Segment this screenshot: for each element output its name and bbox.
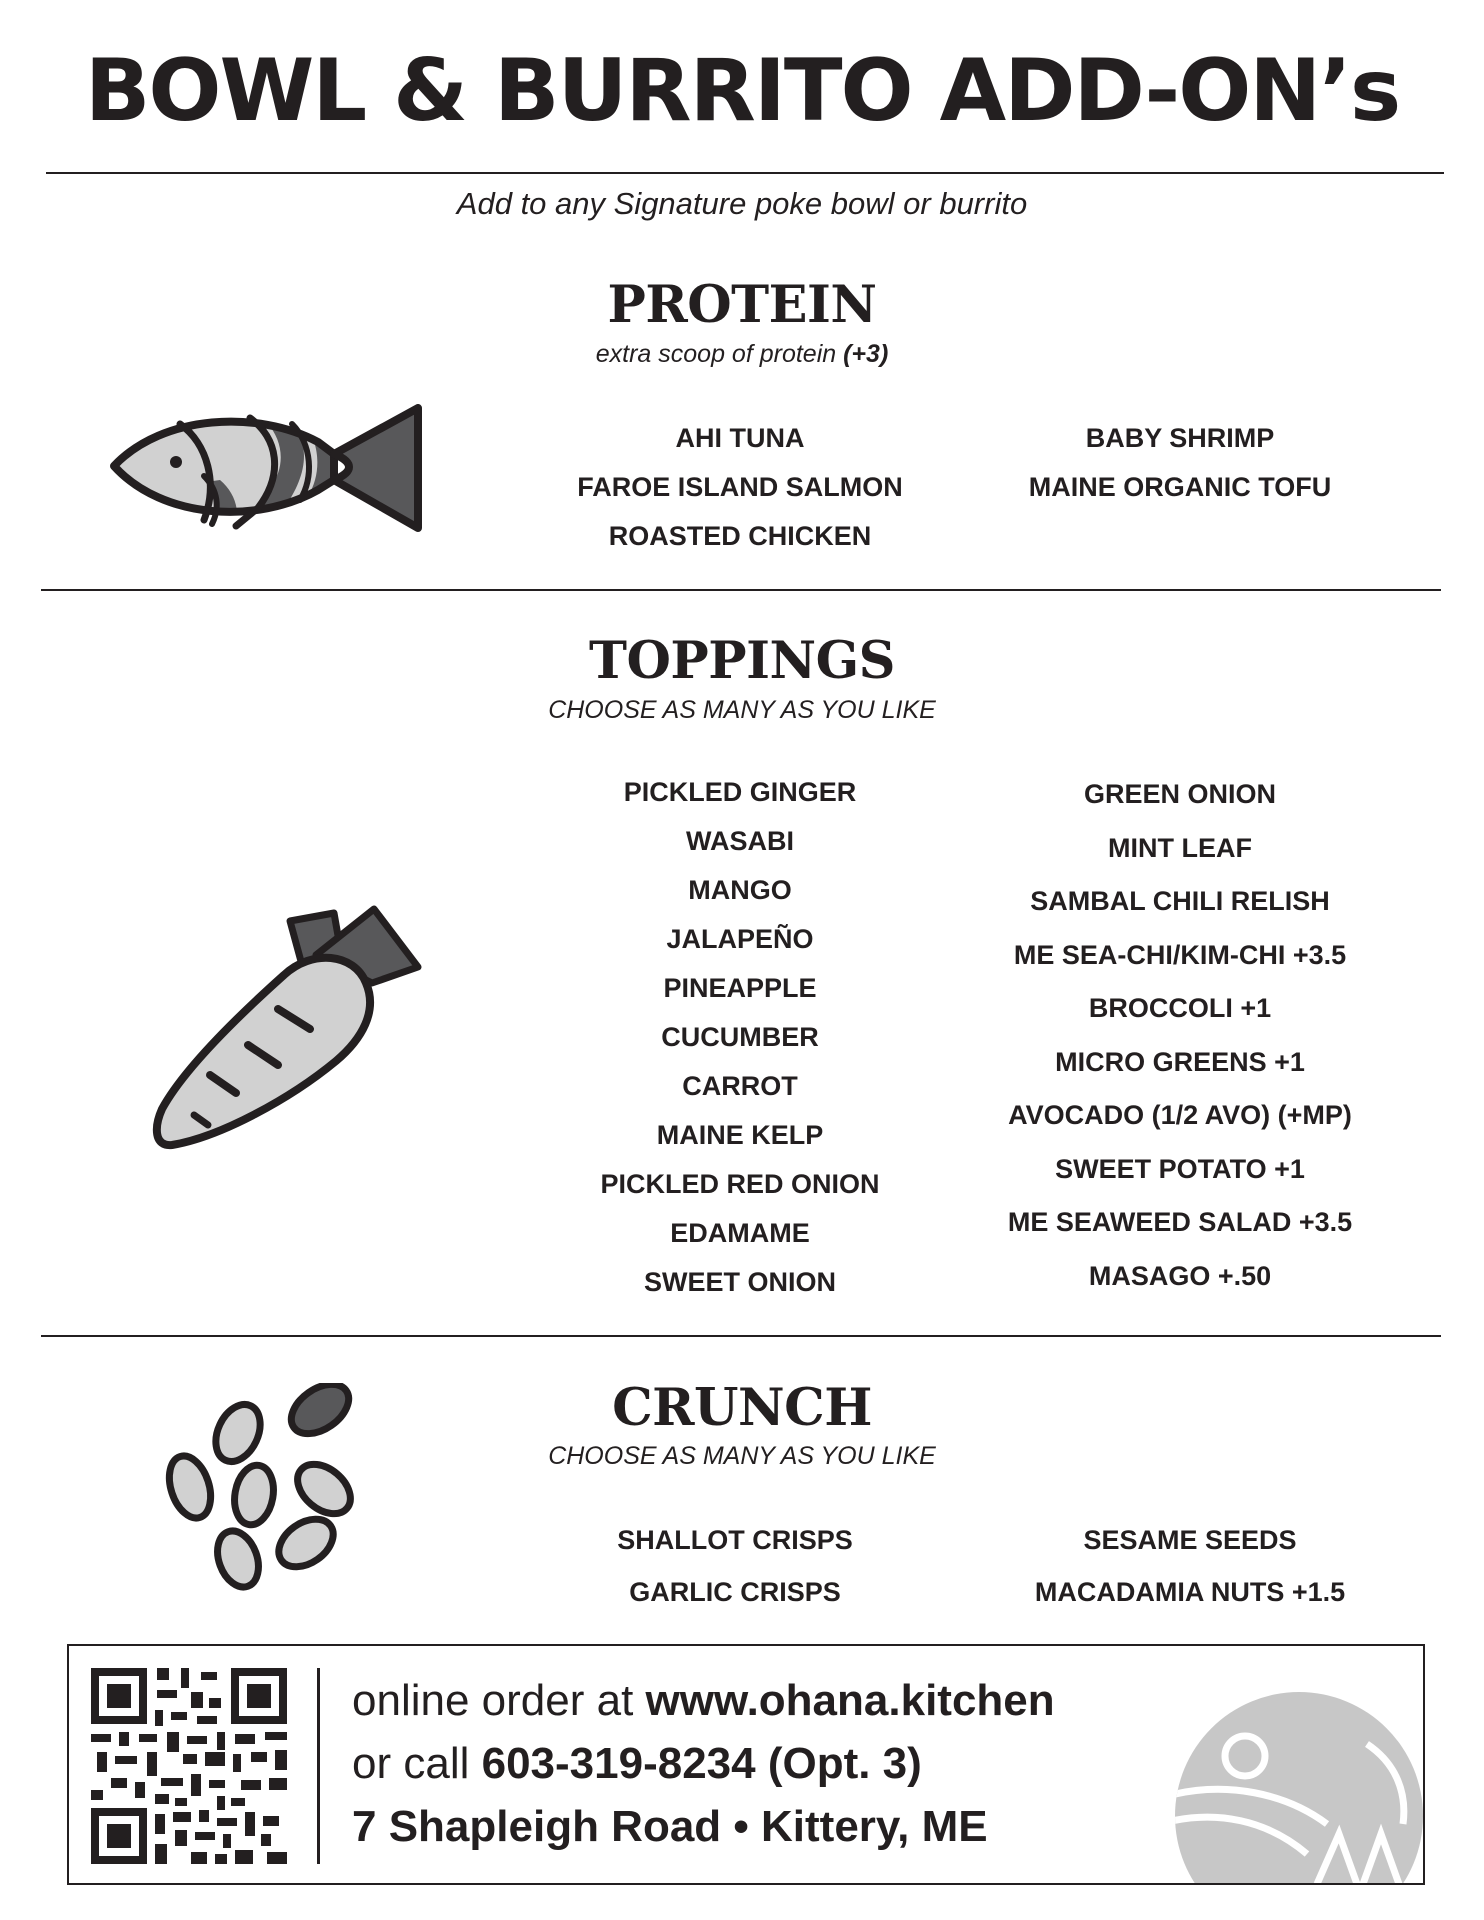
list-item: ROASTED CHICKEN	[608, 521, 872, 551]
order-online-line	[352, 1676, 1055, 1726]
list-item: AHI TUNA	[675, 423, 805, 453]
seeds-icon	[160, 1383, 374, 1593]
call-line	[352, 1739, 922, 1789]
list-item: WASABI	[686, 826, 794, 856]
list-item: CUCUMBER	[661, 1022, 819, 1052]
fish-icon	[108, 404, 424, 536]
list-item: PINEAPPLE	[663, 973, 817, 1003]
list-item: BROCCOLI +1	[1088, 993, 1272, 1023]
list-item: ME SEA-CHI/KIM-CHI +3.5	[1013, 939, 1347, 970]
order-online-label: online order at	[352, 1676, 646, 1725]
crunch-list-left	[535, 1514, 935, 1618]
list-item: EDAMAME	[670, 1218, 810, 1248]
list-item: JALAPEÑO	[666, 924, 814, 954]
toppings-subheading: CHOOSE AS MANY AS YOU LIKE	[548, 696, 936, 724]
footer-divider	[317, 1668, 320, 1864]
carrot-icon	[150, 905, 426, 1155]
list-item: AVOCADO (1/2 AVO) (+MP)	[1008, 1100, 1352, 1130]
list-item: MINT LEAF	[1108, 832, 1252, 863]
page-subtitle: Add to any Signature poke bowl or burrito	[456, 186, 1028, 221]
list-item: SWEET ONION	[643, 1267, 836, 1297]
list-item: MANGO	[688, 875, 792, 905]
address-text: 7 Shapleigh Road • Kittery, ME	[352, 1802, 988, 1851]
address-line	[352, 1802, 988, 1852]
protein-divider	[41, 589, 1441, 591]
list-item: CARROT	[682, 1071, 798, 1101]
order-info-box	[67, 1644, 1425, 1885]
list-item: GREEN ONION	[1083, 779, 1277, 809]
website-link[interactable]: www.ohana.kitchen	[645, 1676, 1055, 1725]
list-item: PICKLED RED ONION	[600, 1169, 880, 1199]
list-item: SESAME SEEDS	[1083, 1525, 1297, 1555]
list-item: GARLIC CRISPS	[629, 1577, 841, 1607]
list-item: FAROE ISLAND SALMON	[577, 472, 903, 502]
list-item: MAINE KELP	[656, 1120, 824, 1150]
list-item: MAINE ORGANIC TOFU	[1028, 472, 1332, 502]
list-item: PICKLED GINGER	[623, 777, 857, 807]
toppings-list-left	[540, 768, 940, 1307]
list-item: SAMBAL CHILI RELISH	[1030, 886, 1330, 916]
title-divider	[46, 172, 1444, 174]
crunch-heading: CRUNCH	[612, 1378, 872, 1438]
list-item: ME SEAWEED SALAD +3.5	[1007, 1207, 1353, 1237]
protein-heading: PROTEIN	[607, 275, 877, 335]
qr-code-icon[interactable]	[91, 1668, 287, 1864]
crunch-subheading: CHOOSE AS MANY AS YOU LIKE	[548, 1442, 936, 1470]
protein-list-left	[540, 414, 940, 561]
toppings-divider	[41, 1335, 1441, 1337]
list-item: SHALLOT CRISPS	[617, 1525, 853, 1555]
protein-subheading-text: extra scoop of protein	[595, 340, 837, 368]
list-item: SWEET POTATO +1	[1055, 1153, 1305, 1184]
list-item: BABY SHRIMP	[1085, 423, 1275, 453]
phone-link[interactable]: 603-319-8234 (Opt. 3)	[481, 1739, 922, 1788]
crunch-list-right	[980, 1514, 1400, 1618]
call-label: or call	[352, 1739, 482, 1788]
protein-subheading	[0, 340, 1484, 369]
ohana-logo-icon	[1167, 1684, 1425, 1885]
page-title: BOWL & BURRITO ADD-ON’s	[84, 41, 1400, 141]
toppings-list-right	[970, 768, 1390, 1303]
list-item: MICRO GREENS +1	[1055, 1046, 1305, 1077]
toppings-heading: TOPPINGS	[589, 631, 895, 691]
list-item: MASAGO +.50	[1088, 1260, 1272, 1291]
list-item: MACADAMIA NUTS +1.5	[1034, 1577, 1346, 1607]
protein-price: (+3)	[843, 340, 889, 368]
protein-list-right	[1000, 414, 1360, 512]
